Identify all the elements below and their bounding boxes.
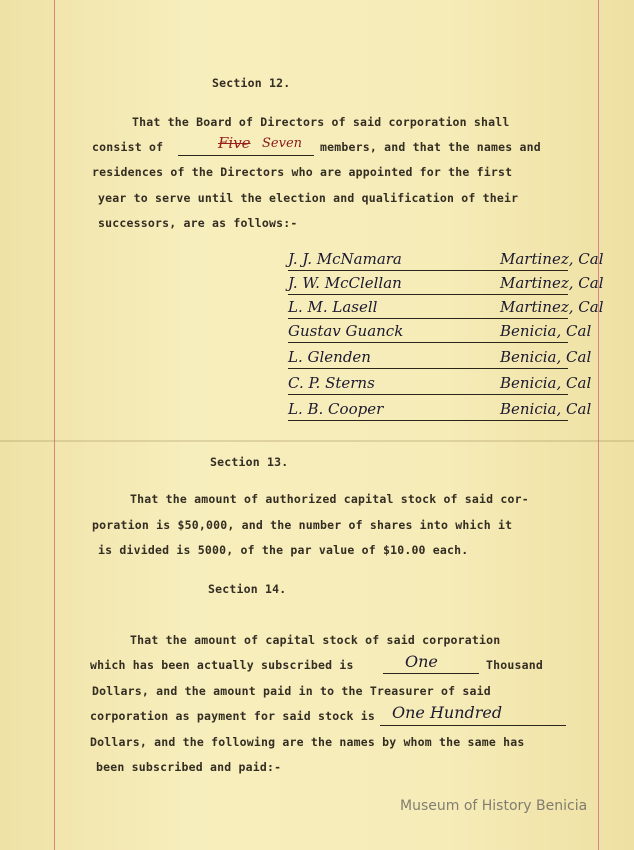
section-14-line-6: been subscribed and paid:-: [96, 760, 282, 774]
director-residence: Benicia, Cal: [500, 374, 592, 392]
subscribed-blank-line: [383, 673, 479, 674]
members-blank-line: [178, 155, 314, 156]
section-12-line-2b: members, and that the names and: [320, 140, 541, 154]
section-14-line-3: Dollars, and the amount paid in to the Treasurer of said: [92, 684, 491, 698]
section-14-heading: Section 14.: [208, 582, 287, 596]
paper-fold: [0, 440, 634, 442]
director-row: [288, 322, 628, 344]
section-12-line-3: residences of the Directors who are appointed for the first: [92, 165, 513, 179]
director-residence: Benicia, Cal: [500, 322, 592, 340]
section-12-line-5: successors, are as follows:-: [98, 216, 298, 230]
director-name: L. Glenden: [288, 348, 371, 366]
paid-blank-line: [380, 725, 566, 726]
director-row: [288, 274, 628, 296]
subscribed-amount: One: [405, 652, 438, 671]
director-line: [288, 294, 568, 295]
section-14-line-1: That the amount of capital stock of said corporation: [130, 633, 501, 647]
director-row: [288, 400, 628, 422]
section-14-line-2b: Thousand: [486, 658, 543, 672]
director-name: L. M. Lasell: [288, 298, 378, 316]
struck-member-count: Five: [218, 134, 251, 152]
director-name: L. B. Cooper: [288, 400, 384, 418]
director-row: [288, 250, 628, 272]
director-line: [288, 342, 568, 343]
section-14-line-4a: corporation as payment for said stock is: [90, 709, 375, 723]
director-line: [288, 318, 568, 319]
section-13-line-2: poration is $50,000, and the number of shares into which it: [92, 518, 513, 532]
director-line: [288, 394, 568, 395]
director-name: C. P. Sterns: [288, 374, 375, 392]
director-name: J. W. McClellan: [288, 274, 402, 292]
section-14-line-5: Dollars, and the following are the names by whom the same has: [90, 735, 525, 749]
section-13-line-1: That the amount of authorized capital stock of said cor-: [130, 492, 529, 506]
director-name: Gustav Guanck: [288, 322, 404, 340]
director-row: [288, 348, 628, 370]
right-margin-rule: [598, 0, 599, 850]
director-residence: Martinez, Cal: [500, 250, 604, 268]
left-margin-rule: [54, 0, 55, 850]
director-row: [288, 374, 628, 396]
inserted-member-count: Seven: [262, 136, 303, 151]
paid-amount: One Hundred: [392, 703, 503, 722]
director-line: [288, 368, 568, 369]
section-12-heading: Section 12.: [212, 76, 291, 90]
section-12-line-4: year to serve until the election and qualification of their: [98, 191, 519, 205]
director-row: [288, 298, 628, 320]
director-line: [288, 420, 568, 421]
museum-watermark: Museum of History Benicia: [400, 798, 588, 814]
director-residence: Benicia, Cal: [500, 348, 592, 366]
section-13-line-3: is divided is 5000, of the par value of $10.00 each.: [98, 543, 469, 557]
section-12-line-1: That the Board of Directors of said corporation shall: [132, 115, 510, 129]
director-line: [288, 270, 568, 271]
section-13-heading: Section 13.: [210, 455, 289, 469]
director-residence: Martinez, Cal: [500, 274, 604, 292]
section-14-line-2a: which has been actually subscribed is: [90, 658, 354, 672]
section-12-line-2a: consist of: [92, 140, 164, 154]
director-residence: Martinez, Cal: [500, 298, 604, 316]
director-residence: Benicia, Cal: [500, 400, 592, 418]
director-name: J. J. McNamara: [288, 250, 402, 268]
